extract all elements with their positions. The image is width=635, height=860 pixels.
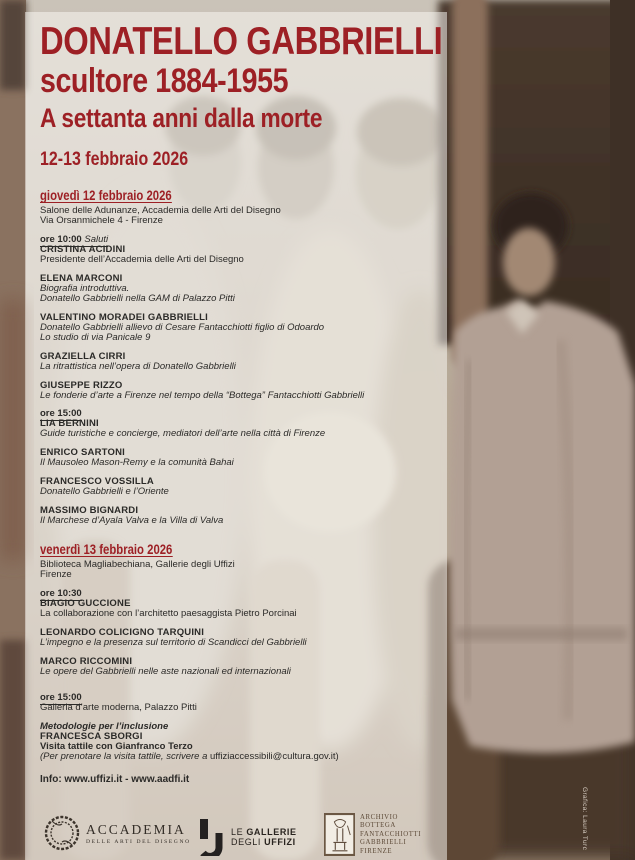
speaker-name: GRAZIELLA CIRRI bbox=[40, 351, 126, 362]
day2-session1-time: ore 10:30 bbox=[40, 588, 82, 599]
day2-heading: venerdì 13 febbraio 2026 bbox=[40, 542, 173, 557]
inclusion-activity: Visita tattile con Gianfranco Terzo bbox=[40, 741, 193, 752]
talk bbox=[40, 419, 452, 439]
talk bbox=[40, 477, 452, 497]
uffizi-wordmark: LE GALLERIE DEGLI UFFIZI bbox=[231, 826, 297, 847]
talk bbox=[40, 448, 452, 468]
speaker-name: CRISTINA ACIDINI bbox=[40, 244, 126, 255]
accademia-subtitle: DELLE ARTI DEL DISEGNO bbox=[86, 838, 191, 845]
talk bbox=[40, 506, 452, 526]
accademia-name: ACCADEMIA bbox=[86, 821, 186, 837]
talk-topic: Donatello Gabbrielli nella GAM di Palazzo Pitti bbox=[40, 293, 235, 304]
accademia-logo bbox=[42, 811, 191, 855]
inclusion-header: Metodologie per l’inclusione bbox=[40, 721, 169, 732]
speaker-role: Presidente dell’Accademia delle Arti del Disegno bbox=[40, 254, 244, 265]
info-websites: Info: www.uffizi.it - www.aadfi.it bbox=[40, 774, 190, 785]
speaker-name: MARCO RICCOMINI bbox=[40, 656, 133, 667]
day2-venue-line1: Biblioteca Magliabechiana, Gallerie degli Uffizi bbox=[40, 559, 235, 570]
day1-venue-line2: Via Orsanmichele 4 - Firenze bbox=[40, 215, 163, 226]
uffizi-g-icon bbox=[197, 818, 224, 856]
speaker-name: MASSIMO BIGNARDI bbox=[40, 505, 139, 516]
day2-programme bbox=[40, 542, 452, 762]
talk bbox=[40, 381, 452, 401]
poster-title: DONATELLO GABBRIELLI bbox=[40, 20, 443, 63]
title-block bbox=[40, 22, 519, 132]
speaker-name: GIUSEPPE RIZZO bbox=[40, 380, 123, 391]
day2-session2-venue: Galleria d’arte moderna, Palazzo Pitti bbox=[40, 702, 197, 713]
uffizi-logo bbox=[197, 818, 297, 856]
talk-topic: Donatello Gabbrielli e l’Oriente bbox=[40, 486, 169, 497]
speaker-name: LEONARDO COLICIGNO TARQUINI bbox=[40, 627, 205, 638]
graphic-design-credit: Grafica: Laura Turc bbox=[581, 787, 588, 851]
talk-topic: Guide turistiche e concierge, mediatori dell’arte nella città di Firenze bbox=[40, 428, 326, 439]
talk bbox=[40, 352, 452, 372]
day1-programme bbox=[40, 188, 452, 526]
accademia-wreath-icon bbox=[42, 811, 82, 855]
speaker-name: ELENA MARCONI bbox=[40, 273, 123, 284]
day2-session2-time: ore 15:00 bbox=[40, 692, 82, 703]
talk-topic: La collaborazione con l’architetto paesaggista Pietro Porcinai bbox=[40, 608, 297, 619]
footer-logos bbox=[0, 806, 460, 860]
poster-tagline: A settanta anni dalla morte bbox=[40, 103, 323, 133]
contact-email: uffiziaccessibili@cultura.gov.it) bbox=[210, 751, 339, 762]
talk bbox=[40, 313, 452, 343]
day1-session1-time: ore 10:00 Saluti bbox=[40, 234, 109, 245]
talk-topic: Donatello Gabbrielli allievo di Cesare Fantacchiotti figlio di Odoardo bbox=[40, 322, 325, 333]
day1-heading: giovedì 12 febbraio 2026 bbox=[40, 188, 172, 203]
speaker-name: FRANCESCA SBORGI bbox=[40, 731, 143, 742]
archivio-logo bbox=[324, 813, 421, 856]
event-dates: 12-13 febbraio 2026 bbox=[40, 149, 189, 170]
day1-venue-line1: Salone delle Adunanze, Accademia delle Arti del Disegno bbox=[40, 205, 281, 216]
talk-topic: La ritrattistica nell’opera di Donatello Gabbrielli bbox=[40, 361, 236, 372]
talk-topic: Biografia introduttiva. bbox=[40, 283, 130, 294]
talk-topic: Le fonderie d’arte a Firenze nel tempo della “Bottega” Fantacchiotti Gabbrielli bbox=[40, 390, 365, 401]
speaker-name: ENRICO SARTONI bbox=[40, 447, 125, 458]
talk bbox=[40, 657, 452, 677]
talk-topic: Le opere del Gabbrielli nelle aste nazionali ed internazionali bbox=[40, 666, 291, 677]
inclusion-note: (Per prenotare la visita tattile, scrivere a uffiziaccessibili@cultura.gov.it) bbox=[40, 751, 339, 762]
speaker-name: BIAGIO GUCCIONE bbox=[40, 598, 131, 609]
talk-topic: L’impegno e la presenza sul territorio di Scandicci del Gabbrielli bbox=[40, 637, 307, 648]
speaker-name: VALENTINO MORADEI GABBRIELLI bbox=[40, 312, 208, 323]
archivio-sketch-icon bbox=[324, 813, 355, 856]
talk-topic: Lo studio di via Panicale 9 bbox=[40, 332, 151, 343]
talk bbox=[40, 628, 452, 648]
speaker-name: FRANCESCO VOSSILLA bbox=[40, 476, 154, 487]
talk-topic: Il Mausoleo Mason-Remy e la comunità Bahai bbox=[40, 457, 234, 468]
day1-session2-time: ore 15:00 bbox=[40, 408, 82, 419]
poster-subtitle: scultore 1884-1955 bbox=[40, 62, 289, 100]
speaker-name: LIA BERNINI bbox=[40, 418, 99, 429]
talk bbox=[40, 274, 452, 304]
talk bbox=[40, 245, 452, 265]
archivio-wordmark: ARCHIVIO BOTTEGA FANTACCHIOTTI GABBRIELLI FIRENZE bbox=[360, 814, 422, 855]
day2-venue-line2: Firenze bbox=[40, 569, 72, 580]
talk bbox=[40, 599, 452, 619]
talk-topic: Il Marchese d’Ayala Valva e la Villa di Valva bbox=[40, 515, 224, 526]
